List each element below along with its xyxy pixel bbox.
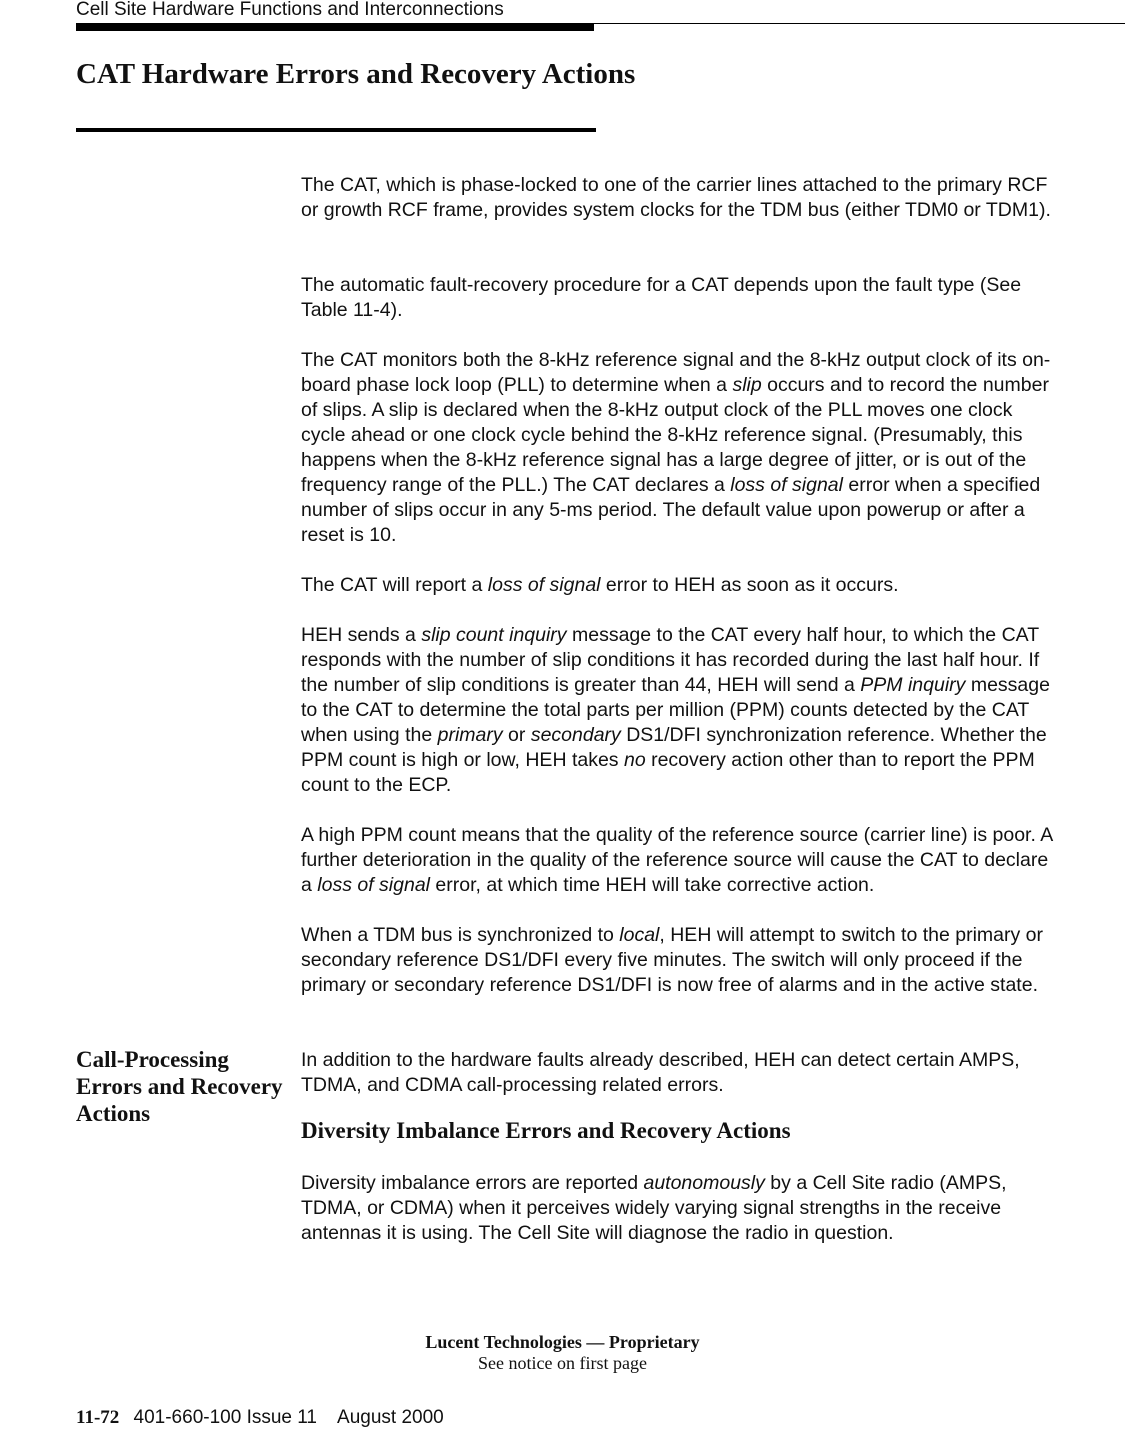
- running-header: Cell Site Hardware Functions and Interconnections: [76, 0, 504, 20]
- paragraph-loss-of-signal-report: The CAT will report a loss of signal error to HEH as soon as it occurs.: [301, 574, 899, 596]
- header-rule-bar: [76, 24, 594, 31]
- footer-notice: See notice on first page: [478, 1353, 647, 1373]
- paragraph-call-processing-intro: In addition to the hardware faults already described, HEH can detect certain AMPS, TDMA, and CDMA call-processing related errors.: [301, 1049, 1020, 1096]
- document-info: 401-660-100 Issue 11 August 2000: [133, 1407, 444, 1428]
- paragraph-fault-recovery: The automatic fault-recovery procedure for a CAT depends upon the fault type (See Table 11-4).: [301, 274, 1022, 321]
- paragraph-slip-monitoring: The CAT monitors both the 8-kHz reference signal and the 8-kHz output clock of its on-board phase lock loop (PLL) to determine when a slip occurs and to record the number of slips. A slip is declared when the 8-kHz output clock of the PLL moves one clock cycle ahead or one clock cycle behind the 8-kHz reference signal. (Presumably, this happens when the 8-kHz reference signal has a large degree of jitter, or is out of the frequency range of the PLL.) The CAT declares a loss of signal error when a specified number of slips occur in any 5-ms period. The default value upon powerup or after a reset is 10.: [301, 349, 1051, 546]
- subheading-diversity-imbalance: Diversity Imbalance Errors and Recovery Actions: [301, 1118, 791, 1143]
- section-title-rule: [76, 128, 596, 132]
- paragraph-slip-count-inquiry: HEH sends a slip count inquiry message to the CAT every half hour, to which the CAT responds with the number of slip conditions it has recorded during the last half hour. If the number of slip conditions is greater than 44, HEH will send a PPM inquiry message to the CAT to determine the total parts per million (PPM) counts detected by the CAT when using the primary or secondary DS1/DFI synchronization reference. Whether the PPM count is high or low, HEH takes no recovery action other than to report the PPM count to the ECP.: [301, 624, 1050, 796]
- paragraph-cat-overview: The CAT, which is phase-locked to one of the carrier lines attached to the primary RCF or growth RCF frame, provides system clocks for the TDM bus (either TDM0 or TDM1).: [301, 174, 1051, 221]
- page-footer: [76, 1407, 444, 1429]
- side-heading-call-processing: Call-Processing Errors and Recovery Actions: [76, 1047, 283, 1126]
- paragraph-high-ppm: A high PPM count means that the quality of the reference source (carrier line) is poor. A further deterioration in the quality of the reference source will cause the CAT to declare a loss of signal error, at which time HEH will take corrective action.: [301, 824, 1053, 896]
- footer-proprietary: Lucent Technologies — Proprietary: [425, 1332, 700, 1352]
- page-number: 11-72: [76, 1407, 120, 1428]
- section-title: CAT Hardware Errors and Recovery Actions: [76, 58, 636, 90]
- paragraph-diversity-imbalance: Diversity imbalance errors are reported autonomously by a Cell Site radio (AMPS, TDMA, or CDMA) when it perceives widely varying signal strengths in the receive antennas it is using. The Cell Site will diagnose the radio in question.: [301, 1172, 1007, 1244]
- paragraph-local-sync: When a TDM bus is synchronized to local, HEH will attempt to switch to the primary or secondary reference DS1/DFI every five minutes. The switch will only proceed if the primary or secondary reference DS1/DFI is now free of alarms and in the active state.: [301, 924, 1044, 996]
